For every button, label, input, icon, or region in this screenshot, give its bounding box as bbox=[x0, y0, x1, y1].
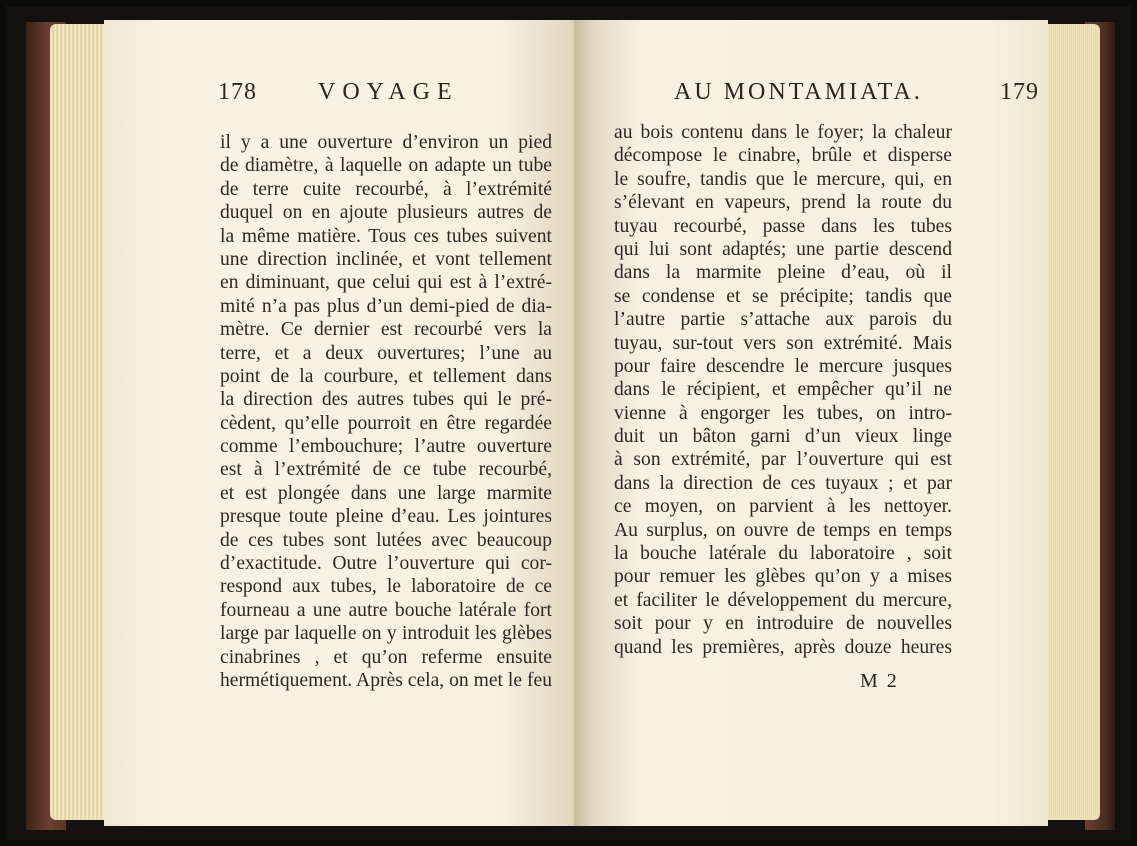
page-number: 179 bbox=[1000, 79, 1039, 105]
text-line: de diamètre, à laquelle on adapte un tube bbox=[220, 155, 552, 177]
text-line: il y a une ouverture d’environ un pied bbox=[220, 132, 552, 153]
text-line: terre, et a deux ouvertures; l’une au bbox=[220, 342, 552, 364]
text-line: s’élevant en vapeurs, prend la route du bbox=[614, 192, 952, 214]
text-line: et est plongée dans une large marmite bbox=[220, 482, 552, 504]
left-page bbox=[104, 20, 588, 826]
text-line: duquel on en ajoute plusieurs autres de bbox=[220, 202, 552, 224]
text-line: au bois contenu dans le foyer; la chaleur bbox=[614, 122, 952, 143]
text-line: cèdent, qu’elle pourroit en être regardée bbox=[220, 412, 552, 434]
page-number: 178 bbox=[218, 79, 257, 105]
text-line: soit pour y en introduire de nouvelles bbox=[614, 613, 952, 635]
text-line: mité n’a pas plus d’un demi-pied de dia- bbox=[220, 295, 552, 317]
text-line: vienne à engorger les tubes, on intro- bbox=[614, 402, 952, 424]
text-line: de ces tubes sont lutées avec beaucoup bbox=[220, 529, 552, 551]
text-line: dans la direction de ces tuyaux ; et par bbox=[614, 472, 952, 494]
text-line: fourneau a une autre bouche latérale fort bbox=[220, 599, 552, 621]
text-line: Au surplus, on ouvre de temps en temps bbox=[614, 519, 952, 541]
text-line: pour faire descendre le mercure jusques bbox=[614, 355, 952, 377]
text-line: l’autre partie s’attache aux parois du bbox=[614, 309, 952, 331]
page-edges-left bbox=[50, 24, 112, 820]
text-line: d’exactitude. Outre l’ouverture qui cor- bbox=[220, 553, 552, 575]
right-page-header bbox=[674, 79, 1039, 119]
text-line: la bouche latérale du laboratoire , soit bbox=[614, 543, 952, 565]
text-line: et faciliter le développement du mercure, bbox=[614, 589, 952, 611]
text-line: duit un bâton garni d’un vieux linge bbox=[614, 426, 952, 448]
text-line: la direction des autres tubes qui le pré- bbox=[220, 389, 552, 411]
text-line: est à l’extrémité de ce tube recourbé, bbox=[220, 459, 552, 481]
text-line: dans la marmite pleine d’eau, où il bbox=[614, 262, 952, 284]
text-line: dans le récipient, et empêcher qu’il ne bbox=[614, 379, 952, 401]
text-line: tuyau, sur-tout vers son extrémité. Mais bbox=[614, 332, 952, 354]
right-page-body bbox=[614, 121, 952, 659]
text-line: respond aux tubes, le laboratoire de ce bbox=[220, 576, 552, 598]
text-line: se condense et se précipite; tandis que bbox=[614, 285, 952, 307]
text-line: de terre cuite recourbé, à l’extrémité bbox=[220, 178, 552, 200]
text-line: à son extrémité, par l’ouverture qui est bbox=[614, 449, 952, 471]
text-line: en diminuant, que celui qui est à l’extré- bbox=[220, 272, 552, 294]
text-line: comme l’embouchure; l’autre ouverture bbox=[220, 436, 552, 458]
left-page-body bbox=[220, 131, 552, 692]
right-page bbox=[574, 20, 1048, 826]
text-line: la même matière. Tous ces tubes suivent bbox=[220, 225, 552, 247]
text-line: mètre. Ce dernier est recourbé vers la bbox=[220, 319, 552, 341]
text-line: presque toute pleine d’eau. Les jointures bbox=[220, 506, 552, 528]
text-line: décompose le cinabre, brûle et disperse bbox=[614, 145, 952, 167]
text-line: ce moyen, on parvient à les nettoyer. bbox=[614, 496, 952, 518]
text-line: qui lui sont adaptés; une partie descend bbox=[614, 238, 952, 260]
text-line: pour remuer les glèbes qu’on y a mises bbox=[614, 566, 952, 588]
running-head: VOYAGE bbox=[318, 79, 459, 105]
signature-mark: M 2 bbox=[860, 670, 899, 692]
text-line: tuyau recourbé, passe dans les tubes bbox=[614, 215, 952, 237]
text-line: point de la courbure, et tellement dans bbox=[220, 365, 552, 387]
text-line: le soufre, tandis que le mercure, qui, en bbox=[614, 168, 952, 190]
left-page-header bbox=[218, 79, 558, 119]
page-edges-right bbox=[1042, 24, 1100, 820]
text-line: large par laquelle on y introduit les glèbes bbox=[220, 623, 552, 645]
text-line: une direction inclinée, et vont tellement bbox=[220, 248, 552, 270]
text-line: hermétiquement. Après cela, on met le feu bbox=[220, 669, 552, 691]
text-line: quand les premières, après douze heures bbox=[614, 636, 952, 658]
text-line: cinabrines , et qu’on referme ensuite bbox=[220, 646, 552, 668]
running-head: AU MONTAMIATA. bbox=[674, 79, 923, 105]
